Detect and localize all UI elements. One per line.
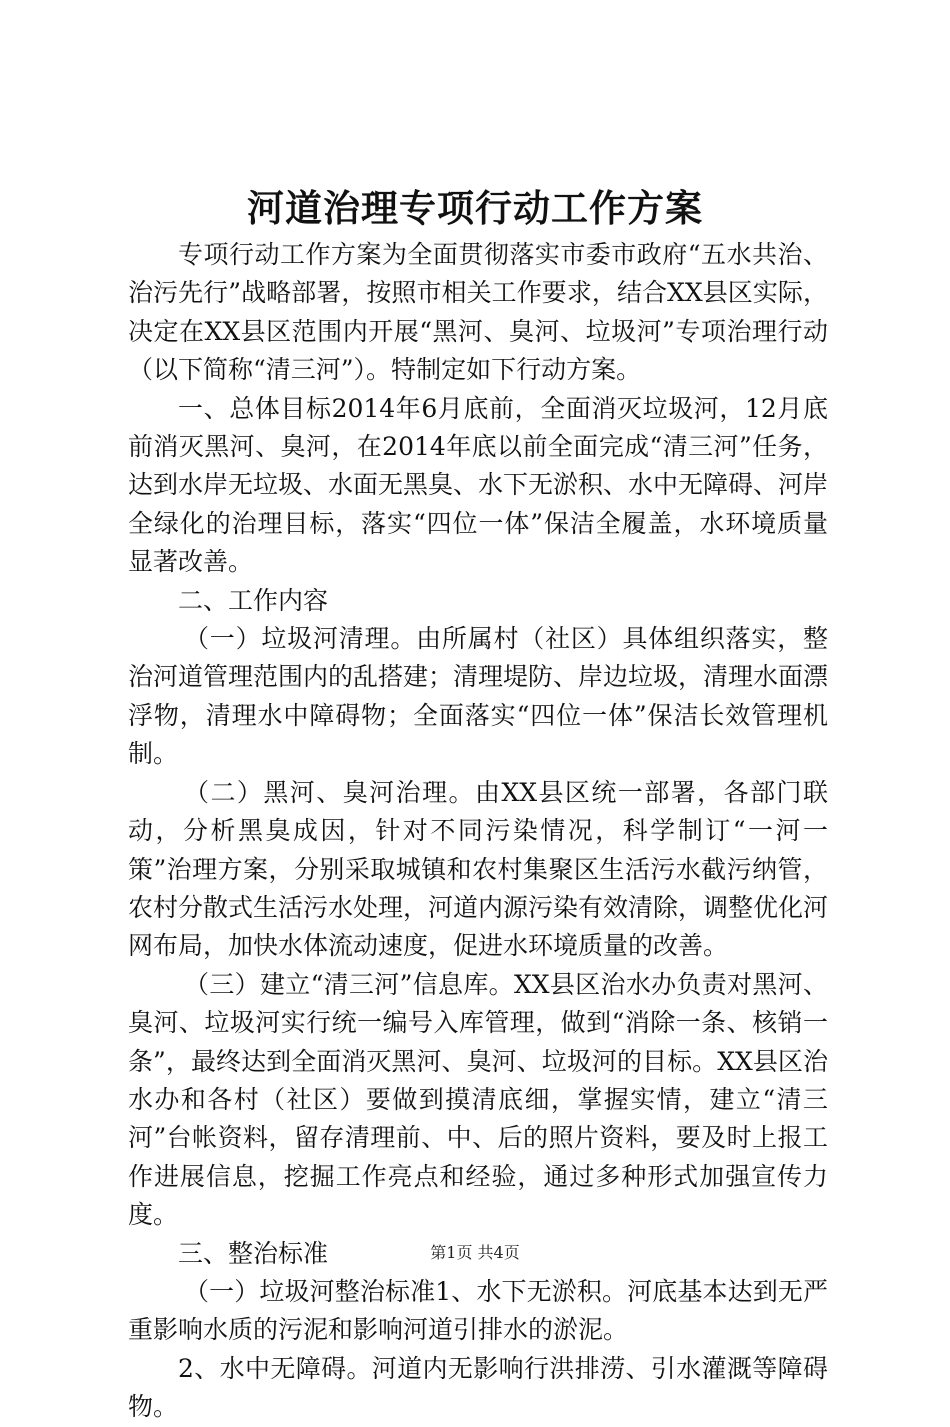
section-2-item-3: （三）建立“清三河”信息库。XX县区治水办负责对黑河、臭河、垃圾河实行统一编号入库管理，做到“消除一条、核销一条”，最终达到全面消灭黑河、臭河、垃圾河的目标。XX县区治水办和各村（社区）要做到摸清底细，掌握实情，建立“清三河”台帐资料，留存清理前、中、后的照片资料，要及时上报工作进展信息，挖掘工作亮点和经验，通过多种形式加强宣传力度。 xyxy=(128,969,828,1230)
section-3-heading: 三、整治标准 xyxy=(178,1238,329,1268)
intro-paragraph: 专项行动工作方案为全面贯彻落实市委市政府“五水共治、治污先行”战略部署，按照市相关工作要求，结合XX县区实际，决定在XX县区范围内开展“黑河、臭河、垃圾河”专项治理行动（以下简称“清三河”）。特制定如下行动方案。 xyxy=(128,240,828,385)
section-2-item-1: （一）垃圾河清理。由所属村（社区）具体组织落实，整治河道管理范围内的乱搭建；清理堤防、岸边垃圾，清理水面漂浮物，清理水中障碍物；全面落实“四位一体”保洁长效管理机制。 xyxy=(128,624,829,769)
section-2-item-2: （二）黑河、臭河治理。由XX县区统一部署，各部门联动，分析黑臭成因，针对不同污染情况，科学制订“一河一策”治理方案，分别采取城镇和农村集聚区生活污水截污纳管，农村分散式生活污水处理，河道内源污染有效清除，调整优化河网布局，加快水体流动速度，促进水环境质量的改善。 xyxy=(128,777,829,961)
section-2-heading: 二、工作内容 xyxy=(178,585,329,615)
section-1-overall-goal: 一、总体目标2014年6月底前，全面消灭垃圾河，12月底前消灭黑河、臭河，在2014年底以前全面完成“清三河”任务，达到水岸无垃圾、水面无黑臭、水下无淤积、水中无障碍、河岸全绿化的治理目标，落实“四位一体”保洁全履盖，水环境质量显著改善。 xyxy=(128,393,829,577)
page-footer: 第1页 共4页 xyxy=(430,1243,520,1262)
document-title: 河道治理专项行动工作方案 xyxy=(247,186,703,230)
section-3-item-2: 2、水中无障碍。河道内无影响行洪排涝、引水灌溉等障碍物。 xyxy=(128,1353,828,1422)
section-3-item-1: （一）垃圾河整治标准1、水下无淤积。河底基本达到无严重影响水质的污泥和影响河道引排水的淤泥。 xyxy=(128,1276,828,1345)
